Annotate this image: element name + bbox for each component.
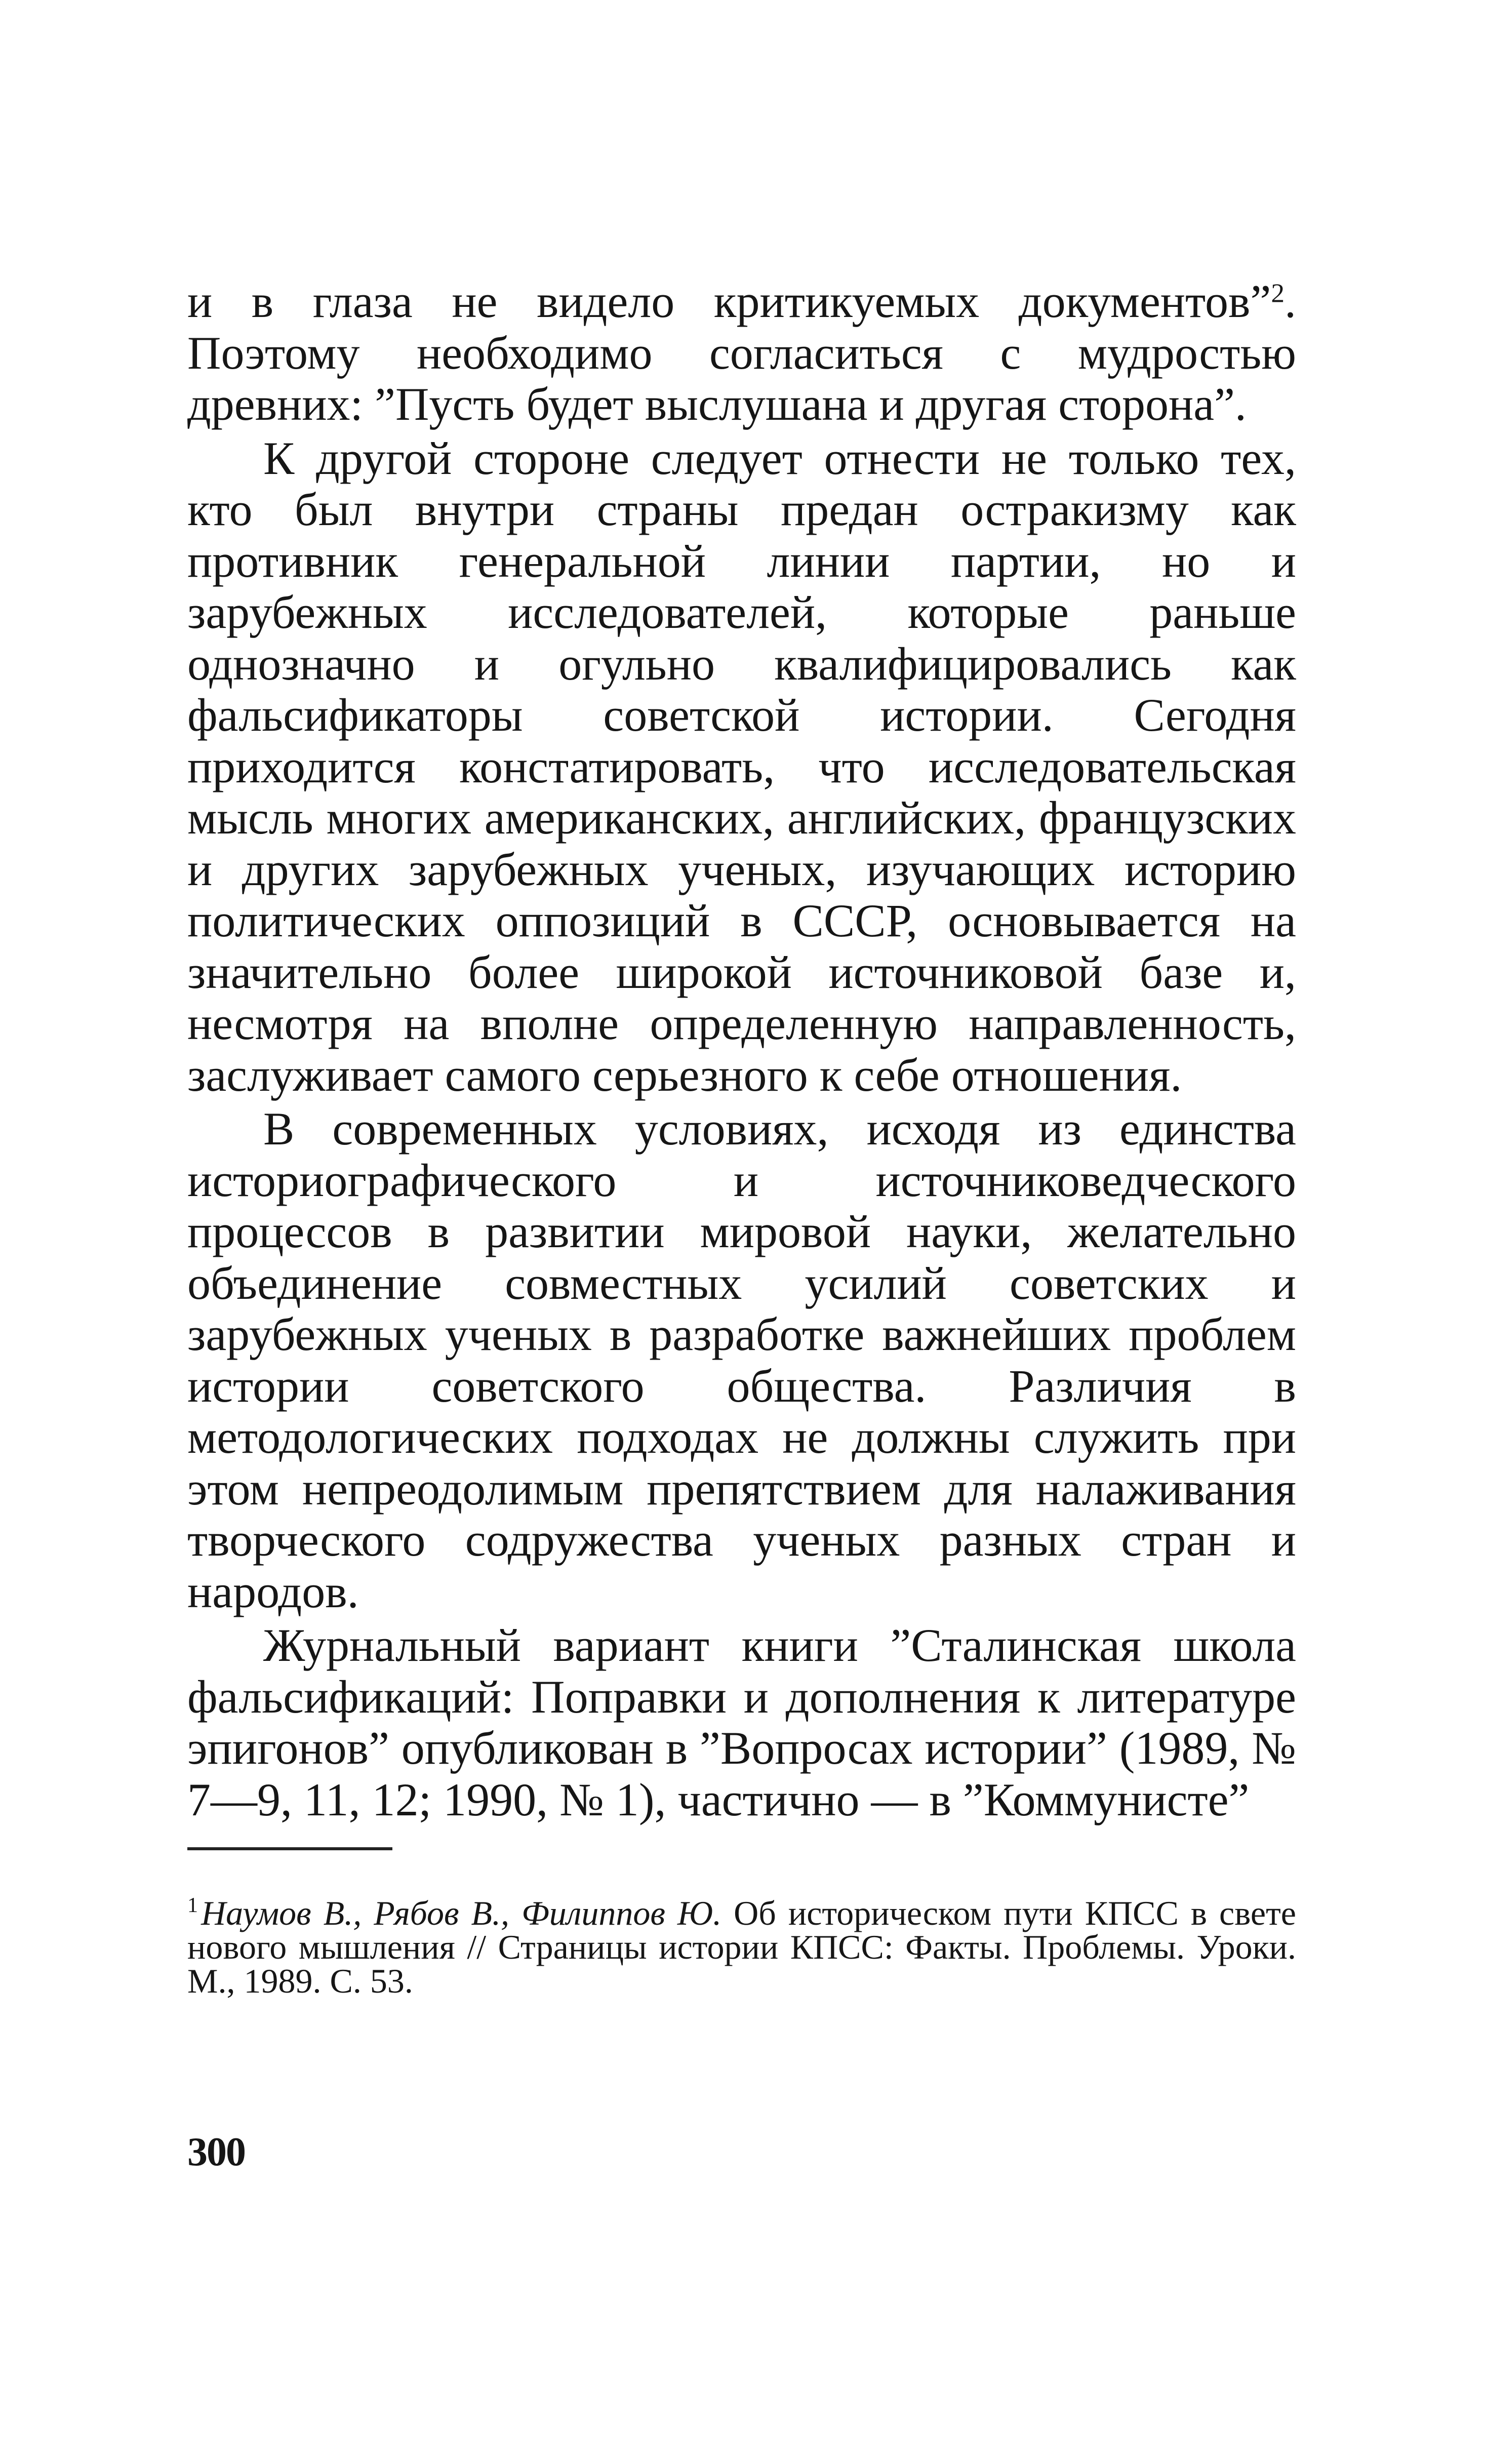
paragraph-1 xyxy=(187,276,1296,430)
page-text-column xyxy=(187,276,1296,1828)
paragraph-2: К другой стороне следует отнести не только тех, кто был внутри страны предан остракизму как противник генеральной линии партии, но и зарубежных исследователей, которые раньше однозначно и огульно квалифицировались как фальсификаторы советской истории. Сегодня приходится констатировать, что исследовательская мысль многих американских, английских, французских и других зарубежных ученых, изучающих историю политических оппозиций в СССР, основывается на значительно более широкой источниковой базе и, несмотря на вполне определенную направленность, заслуживает самого серьезного к себе отношения. xyxy=(187,432,1296,1101)
page-number: 300 xyxy=(187,2130,245,2174)
paragraph-3: В современных условиях, исходя из единства историографического и источниковедческого процессов в развитии мировой науки, желательно объединение совместных усилий советских и зарубежных ученых в разработке важнейших проблем истории советского общества. Различия в методологических подходах не должны служить при этом непреодолимым препятствием для налаживания творческого содружества ученых разных стран и народов. xyxy=(187,1103,1296,1617)
footnote-mark: 1 xyxy=(187,1893,198,1917)
footnote-divider xyxy=(187,1847,392,1850)
footnote-reference-2: 2 xyxy=(1271,277,1285,308)
body-text xyxy=(187,276,1296,1825)
paragraph-4: Журнальный вариант книги ”Сталинская школа фальсификаций: Поправки и дополнения к литературе эпигонов” опубликован в ”Вопросах истории” (1989, № 7—9, 11, 12; 1990, № 1), частично — в ”Коммунисте” xyxy=(187,1619,1296,1825)
footnote-authors: Наумов В., Рябов В., Филиппов Ю. xyxy=(201,1894,722,1932)
paragraph-1-text-end: . Поэтому необходимо согласиться с мудростью древних: ”Пусть будет выслушана и другая сторона”. xyxy=(187,275,1296,430)
footnote xyxy=(187,1893,1296,2000)
footnote-text: Об историческом пути КПСС в свете нового мышления // Страницы истории КПСС: Факты. Проблемы. Уроки. М., 1989. С. 53. xyxy=(187,1894,1296,2000)
paragraph-1-text-start: и в глаза не видело критикуемых документов” xyxy=(187,275,1271,327)
